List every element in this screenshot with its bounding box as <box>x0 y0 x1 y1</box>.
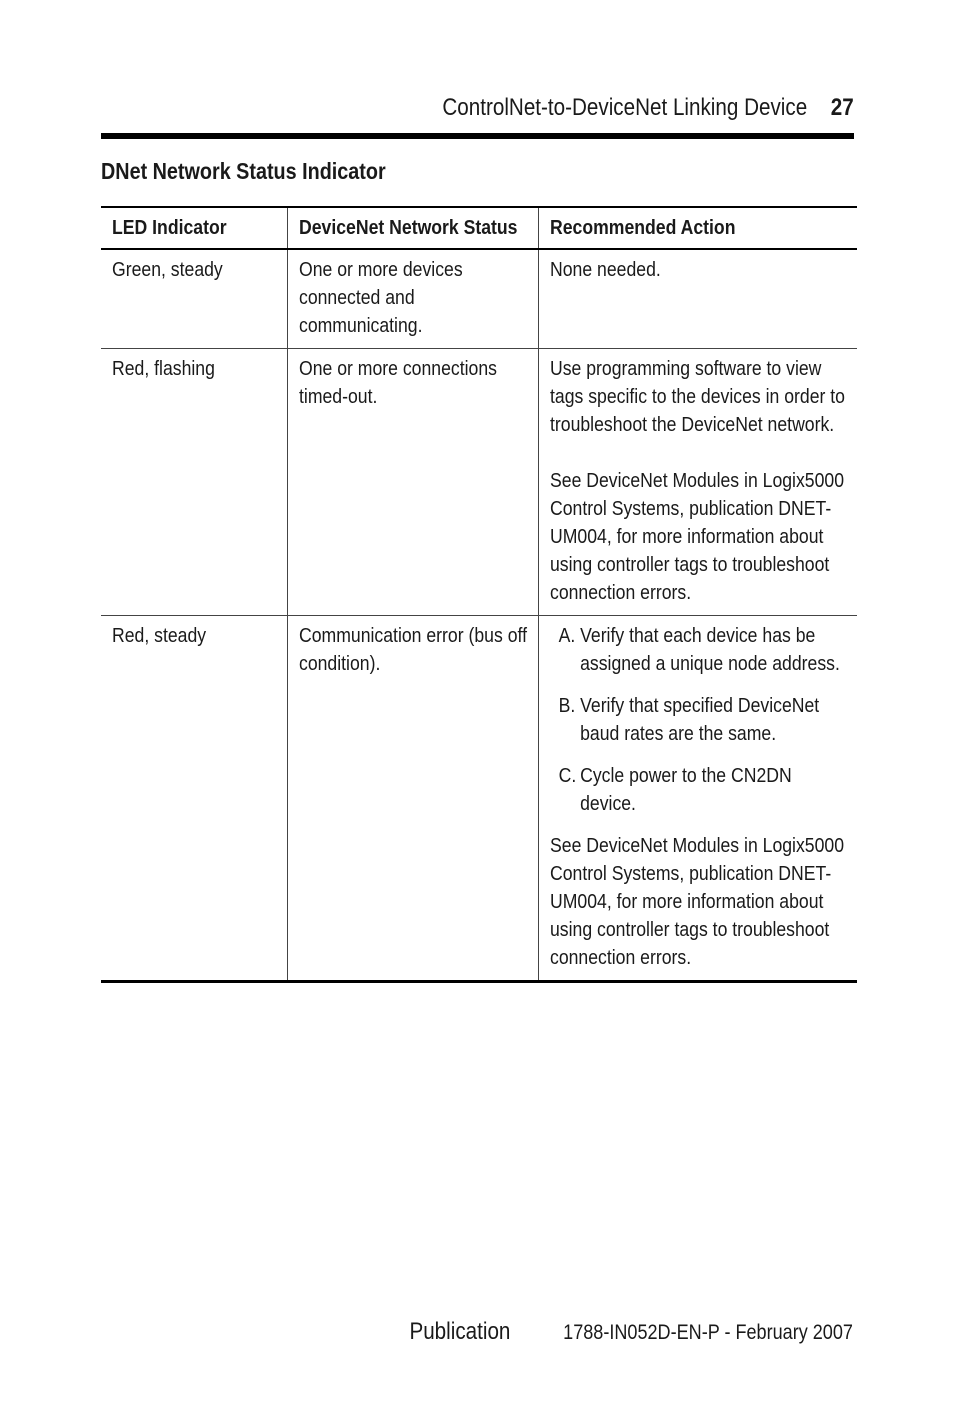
action-note: See DeviceNet Modules in Logix5000 Control Systems, publication DNET-UM004, for more information about using controller tags to troubleshoot connection errors. <box>549 834 844 969</box>
section-title <box>101 158 432 185</box>
status-cell: One or more devices connected and communicating. <box>287 249 538 349</box>
status-indicator-table <box>101 206 857 983</box>
publication-footer <box>393 1318 853 1346</box>
page-number: 27 <box>831 94 854 121</box>
column-header-status: DeviceNet Network Status <box>287 207 538 249</box>
column-header-action: Recommended Action <box>538 207 857 249</box>
action-step: C. Cycle power to the CN2DN device. <box>558 764 792 815</box>
status-cell: One or more connections timed-out. <box>287 349 538 616</box>
header-rule <box>101 133 854 139</box>
running-header <box>383 94 854 124</box>
section-title-text: DNet Network Status Indicator <box>101 158 386 184</box>
table-row <box>101 249 857 349</box>
table-row <box>101 616 857 982</box>
publication-label: Publication <box>409 1318 511 1345</box>
status-cell: Communication error (bus off condition). <box>287 616 538 982</box>
action-paragraph: Use programming software to view tags specific to the devices in order to troubleshoot the DeviceNet network. <box>549 357 845 436</box>
table-row <box>101 349 857 616</box>
publication-code: 1788-IN052D-EN-P - February 2007 <box>563 1321 853 1344</box>
action-paragraph: See DeviceNet Modules in Logix5000 Control Systems, publication DNET-UM004, for more information about using controller tags to troubleshoot connection errors. <box>549 469 844 604</box>
led-cell: Red, steady <box>112 624 207 647</box>
action-steps-list <box>550 622 847 818</box>
action-paragraph: None needed. <box>549 258 661 281</box>
table-header-row <box>101 207 857 249</box>
action-cell <box>538 349 857 616</box>
led-cell: Green, steady <box>112 258 223 281</box>
action-cell <box>538 249 857 349</box>
action-step: A. Verify that each device has be assigned a unique node address. <box>558 624 840 675</box>
column-header-led: LED Indicator <box>112 216 227 239</box>
action-cell <box>538 616 857 982</box>
document-title: ControlNet-to-DeviceNet Linking Device <box>442 94 808 121</box>
led-cell: Red, flashing <box>112 357 215 380</box>
action-step: B. Verify that specified DeviceNet baud rates are the same. <box>558 694 819 745</box>
